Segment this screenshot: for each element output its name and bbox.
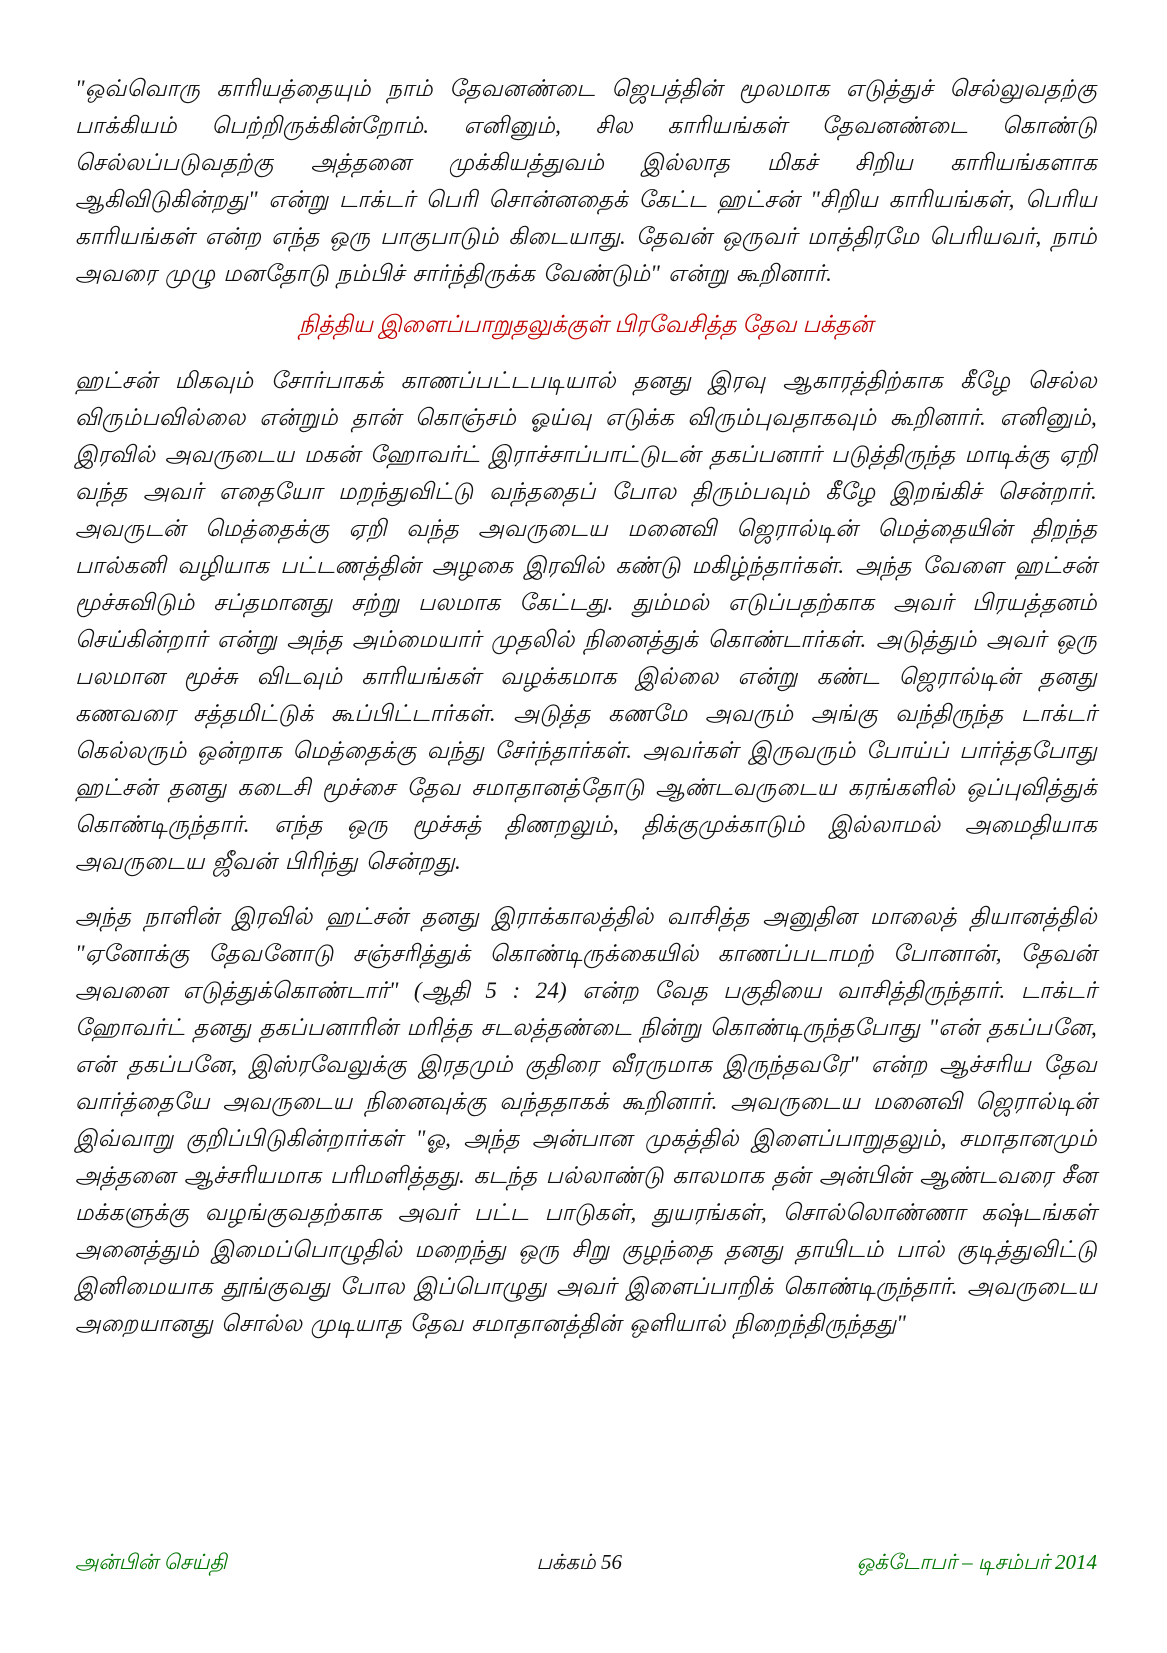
page-content [75, 70, 1097, 1360]
footer-page-number: பக்கம் 56 [536, 1550, 622, 1574]
opening-quote-paragraph: "ஒவ்வொரு காரியத்தையும் நாம் தேவனண்டை ஜெபத்தின் மூலமாக எடுத்துச் செல்லுவதற்கு பாக்கியம் பெற்றிருக்கின்றோம். எனினும், சில காரியங்கள் தேவனண்டை கொண்டு செல்லப்படுவதற்கு அத்தனை முக்கியத்துவம் இல்லாத மிகச் சிறிய காரியங்களாக ஆகிவிடுகின்றது" என்று டாக்டர் பெரி சொன்னதைக் கேட்ட ஹட்சன் "சிறிய காரியங்கள், பெரிய காரியங்கள் என்ற எந்த ஒரு பாகுபாடும் கிடையாது. தேவன் ஒருவர் மாத்திரமே பெரியவர், நாம் அவரை முழு மனதோடு நம்பிச் சார்ந்திருக்க வேண்டும்" என்று கூறினார். [75, 76, 1097, 286]
story-paragraph: ஹட்சன் மிகவும் சோர்பாகக் காணப்பட்டபடியால் தனது இரவு ஆகாரத்திற்காக கீழே செல்ல விரும்பவில்லை என்றும் தான் கொஞ்சம் ஓய்வு எடுக்க விரும்புவதாகவும் கூறினார். எனினும், இரவில் அவருடைய மகன் ஹோவர்ட் இராச்சாப்பாட்டுடன் தகப்பனார் படுத்திருந்த மாடிக்கு ஏறி வந்த அவர் எதையோ மறந்துவிட்டு வந்ததைப் போல திரும்பவும் கீழே இறங்கிச் சென்றார். அவருடன் மெத்தைக்கு ஏறி வந்த அவருடைய மனைவி ஜெரால்டின் மெத்தையின் திறந்த பால்கனி வழியாக பட்டணத்தின் அழகை இரவில் கண்டு மகிழ்ந்தார்கள். அந்த வேளை ஹட்சன் மூச்சுவிடும் சப்தமானது சற்று பலமாக கேட்டது. தும்மல் எடுப்பதற்காக அவர் பிரயத்தனம் செய்கின்றார் என்று அந்த அம்மையார் முதலில் நினைத்துக் கொண்டார்கள். அடுத்தும் அவர் ஒரு பலமான மூச்சு விடவும் காரியங்கள் வழக்கமாக இல்லை என்று கண்ட ஜெரால்டின் தனது கணவரை சத்தமிட்டுக் கூப்பிட்டார்கள். அடுத்த கணமே அவரும் அங்கு வந்திருந்த டாக்டர் கெல்லரும் ஒன்றாக மெத்தைக்கு வந்து சேர்ந்தார்கள். அவர்கள் இருவரும் போய்ப் பார்த்தபோது ஹட்சன் தனது கடைசி மூச்சை தேவ சமாதானத்தோடு ஆண்டவருடைய கரங்களில் ஒப்புவித்துக் கொண்டிருந்தார். எந்த ஒரு மூச்சுத் திணறலும், திக்குமுக்காடும் இல்லாமல் அமைதியாக அவருடைய ஜீவன் பிரிந்து சென்றது. [75, 368, 1097, 874]
page-footer [75, 1548, 1097, 1576]
memory-paragraph: அந்த நாளின் இரவில் ஹட்சன் தனது இராக்காலத்தில் வாசித்த அனுதின மாலைத் தியானத்தில் "ஏனோக்கு தேவனோடு சஞ்சரித்துக் கொண்டிருக்கையில் காணப்படாமற் போனான், தேவன் அவனை எடுத்துக்கொண்டார்" (ஆதி 5 : 24) என்ற வேத பகுதியை வாசித்திருந்தார். டாக்டர் ஹோவர்ட் தனது தகப்பனாரின் மரித்த சடலத்தண்டை நின்று கொண்டிருந்தபோது "என் தகப்பனே, என் தகப்பனே, இஸ்ரவேலுக்கு இரதமும் குதிரை வீரருமாக இருந்தவரே" என்ற ஆச்சரிய தேவ வார்த்தையே அவருடைய நினைவுக்கு வந்ததாகக் கூறினார். அவருடைய மனைவி ஜெரால்டின் இவ்வாறு குறிப்பிடுகின்றார்கள் "ஓ, அந்த அன்பான முகத்தில் இளைப்பாறுதலும், சமாதானமும் அத்தனை ஆச்சரியமாக பரிமளித்தது. கடந்த பல்லாண்டு காலமாக தன் அன்பின் ஆண்டவரை சீன மக்களுக்கு வழங்குவதற்காக அவர் பட்ட பாடுகள், துயரங்கள், சொல்லொண்ணா கஷ்டங்கள் அனைத்தும் இமைப்பொழுதில் மறைந்து ஒரு சிறு குழந்தை தனது தாயிடம் பால் குடித்துவிட்டு இனிமையாக தூங்குவது போல இப்பொழுது அவர் இளைப்பாறிக் கொண்டிருந்தார். அவருடைய அறையானது சொல்ல முடியாத தேவ சமாதானத்தின் ஒளியால் நிறைந்திருந்தது" [75, 904, 1097, 1336]
footer-issue-date: ஒக்டோபர் – டிசம்பர் 2014 [856, 1550, 1097, 1574]
section-heading: நித்திய இளைப்பாறுதலுக்குள் பிரவேசித்த தேவ பக்தன் [298, 312, 874, 338]
footer-journal-title: அன்பின் செய்தி [75, 1550, 227, 1574]
